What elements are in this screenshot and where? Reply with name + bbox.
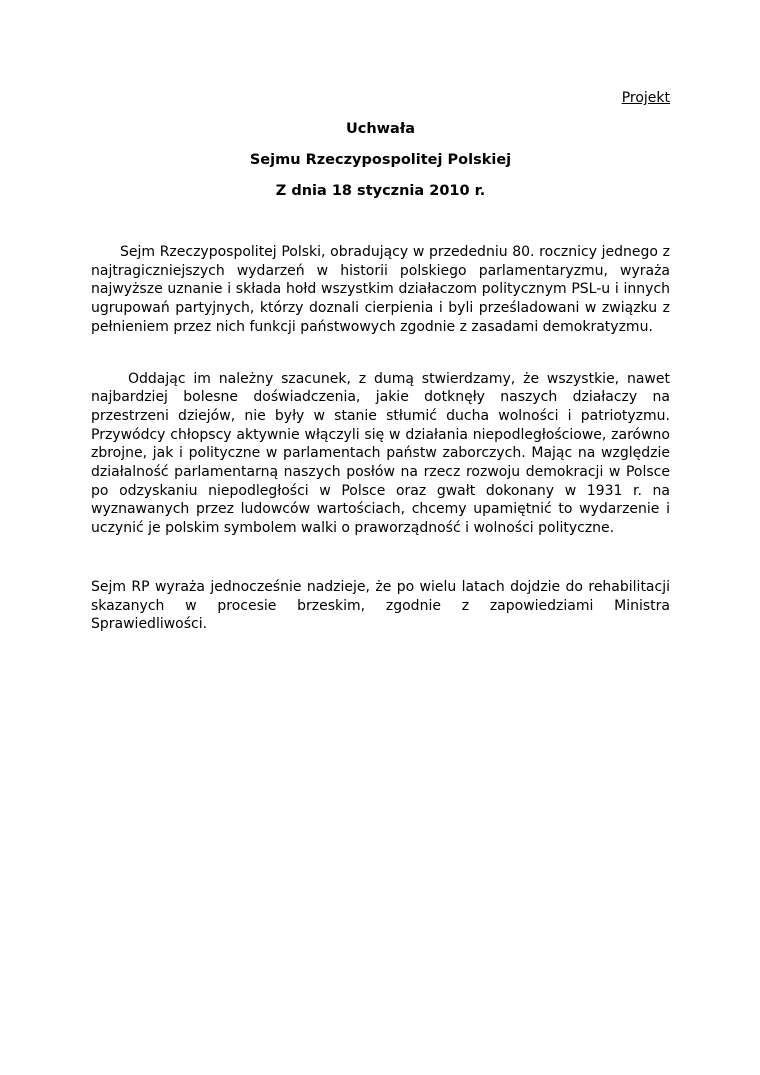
document-subtitle: Sejmu Rzeczypospolitej Polskiej (249, 152, 512, 168)
paragraph-1: Sejm Rzeczypospolitej Polski, obradujący w przededniu 80. rocznicy jednego z najtragiczniejszych wydarzeń w historii polskiego parlamentaryzmu, wyraża najwyższe uznanie i składa hołd wszystkim działaczom politycznym PSL-u i innych ugrupowań partyjnych, którzy doznali cierpienia i byli prześladowani w związku z pełnieniem przez nich funkcji państwowych zgodnie z zasadami demokratyzmu. (91, 244, 670, 335)
document-content (91, 88, 670, 634)
paragraph-2: Oddając im należny szacunek, z dumą stwierdzamy, że wszystkie, nawet najbardziej bolesne doświadczenia, jakie dotknęły naszych działaczy na przestrzeni dziejów, nie były w stanie stłumić ducha wolności i patriotyzmu. Przywódcy chłopscy aktywnie włączyli się w działania niepodległościowe, zarówno zbrojne, jak i polityczne w parlamentach państw zaborczych. Mając na względzie działalność parlamentarną naszych posłów na rzecz rozwoju demokracji w Polsce po odzyskaniu niepodległości w Polsce oraz gwałt dokonany w 1931 r. na wyznawanych przez ludowców wartościach, chcemy upamiętnić to wydarzenie i uczynić je polskim symbolem walki o praworządność i wolności polityczne. (91, 370, 670, 537)
document-title: Uchwała (345, 121, 416, 137)
document-date: Z dnia 18 stycznia 2010 r. (275, 183, 486, 199)
projekt-label: Projekt (621, 90, 670, 106)
paragraph-3: Sejm RP wyraża jednocześnie nadzieje, że po wielu latach dojdzie do rehabilitacji skazanych w procesie brzeskim, zgodnie z zapowiedziami Ministra Sprawiedliwości. (91, 578, 670, 633)
